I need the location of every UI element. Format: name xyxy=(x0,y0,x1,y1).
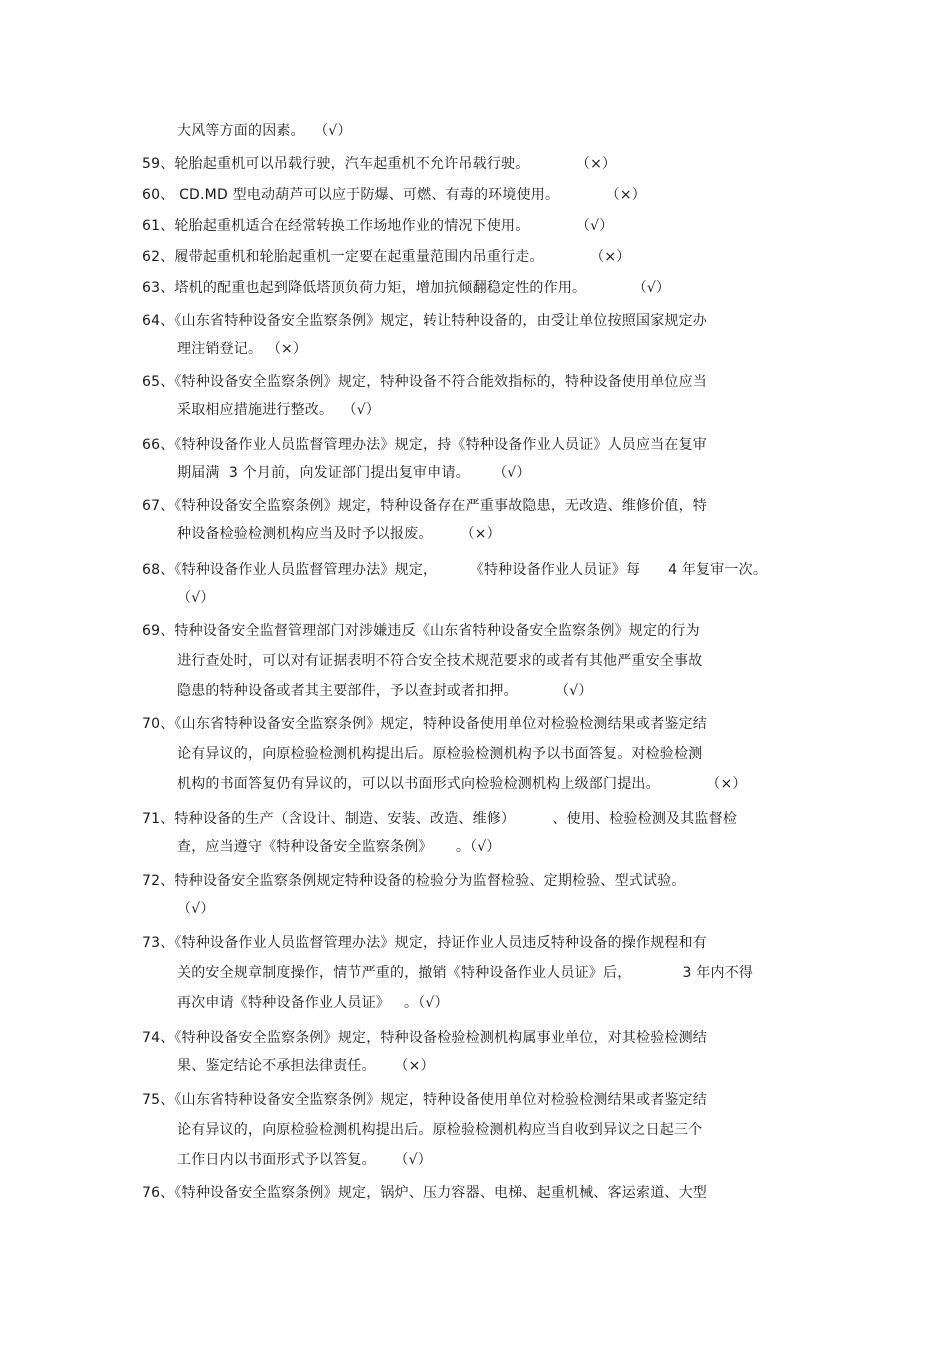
text-line: 62、履带起重机和轮胎起重机一定要在起重量范围内吊重行走。 （×） xyxy=(142,249,631,265)
text-line: 72、特种设备安全监察条例规定特种设备的检验分为监督检验、定期检验、型式试验。 xyxy=(142,873,686,889)
text-line: 66、《特种设备作业人员监督管理办法》规定，持《特种设备作业人员证》人员应当在复审 xyxy=(142,437,708,453)
text-line: 61、轮胎起重机适合在经常转换工作场地作业的情况下使用。 （√） xyxy=(142,218,614,234)
text-line: 隐患的特种设备或者其主要部件，予以查封或者扣押。 （√） xyxy=(177,683,593,699)
text-line: 机构的书面答复仍有异议的，可以以书面形式向检验检测机构上级部门提出。 （×） xyxy=(177,776,747,792)
text-line: 63、塔机的配重也起到降低塔顶负荷力矩，增加抗倾翻稳定性的作用。 （√） xyxy=(142,280,671,296)
text-line: 查，应当遵守《特种设备安全监察条例》 。（√） xyxy=(177,839,501,855)
text-line: 理注销登记。 （×） xyxy=(177,341,308,357)
text-line: （√） xyxy=(177,590,215,606)
text-line: 采取相应措施进行整改。 （√） xyxy=(177,402,381,418)
text-line: 工作日内以书面形式予以答复。 （√） xyxy=(177,1152,432,1168)
text-line: 论有异议的，向原检验检测机构提出后。原检验检测机构予以书面答复。对检验检测 xyxy=(177,746,703,762)
text-line: 关的安全规章制度操作，情节严重的，撤销《特种设备作业人员证》后， 3 年内不得 xyxy=(177,965,754,981)
text-line: 60、 CD.MD 型电动葫芦可以应于防爆、可燃、有毒的环境使用。 （×） xyxy=(142,187,647,203)
text-line: 论有异议的，向原检验检测机构提出后。原检验检测机构应当自收到异议之日起三个 xyxy=(177,1122,703,1138)
text-line: 果、鉴定结论不承担法律责任。 （×） xyxy=(177,1058,435,1074)
text-line: 71、特种设备的生产（含设计、制造、安装、改造、维修） 、使用、检验检测及其监督检 xyxy=(142,811,738,827)
text-line: 76、《特种设备安全监察条例》规定，锅炉、压力容器、电梯、起重机械、客运索道、大型 xyxy=(142,1185,708,1201)
text-line: 74、《特种设备安全监察条例》规定，特种设备检验检测机构属事业单位，对其检验检测结 xyxy=(142,1030,708,1046)
text-line: 再次申请《特种设备作业人员证》 。（√） xyxy=(177,995,449,1011)
text-line: 大风等方面的因素。 （√） xyxy=(177,123,352,139)
text-line: 种设备检验检测机构应当及时予以报废。 （×） xyxy=(177,526,501,542)
text-line: 73、《特种设备作业人员监督管理办法》规定，持证作业人员违反特种设备的操作规程和有 xyxy=(142,935,708,951)
text-line: 70、《山东省特种设备安全监察条例》规定，特种设备使用单位对检验检测结果或者鉴定结 xyxy=(142,716,708,732)
text-line: （√） xyxy=(177,901,215,917)
text-line: 64、《山东省特种设备安全监察条例》规定，转让特种设备的，由受让单位按照国家规定办 xyxy=(142,313,708,329)
text-line: 59、轮胎起重机可以吊载行驶，汽车起重机不允许吊载行驶。 （×） xyxy=(142,156,617,172)
text-line: 75、《山东省特种设备安全监察条例》规定，特种设备使用单位对检验检测结果或者鉴定结 xyxy=(142,1092,708,1108)
text-line: 65、《特种设备安全监察条例》规定，特种设备不符合能效指标的，特种设备使用单位应当 xyxy=(142,374,708,390)
text-line: 期届满 3 个月前，向发证部门提出复审申请。 （√） xyxy=(177,465,531,481)
text-line: 69、特种设备安全监督管理部门对涉嫌违反《山东省特种设备安全监察条例》规定的行为 xyxy=(142,623,700,639)
text-line: 67、《特种设备安全监察条例》规定，特种设备存在严重事故隐患，无改造、维修价值，特 xyxy=(142,498,708,514)
text-line: 68、《特种设备作业人员监督管理办法》规定， 《特种设备作业人员证》每 4 年复审一次。 xyxy=(142,562,768,578)
text-line: 进行查处时，可以对有证据表明不符合安全技术规范要求的或者有其他严重安全事故 xyxy=(177,653,703,669)
